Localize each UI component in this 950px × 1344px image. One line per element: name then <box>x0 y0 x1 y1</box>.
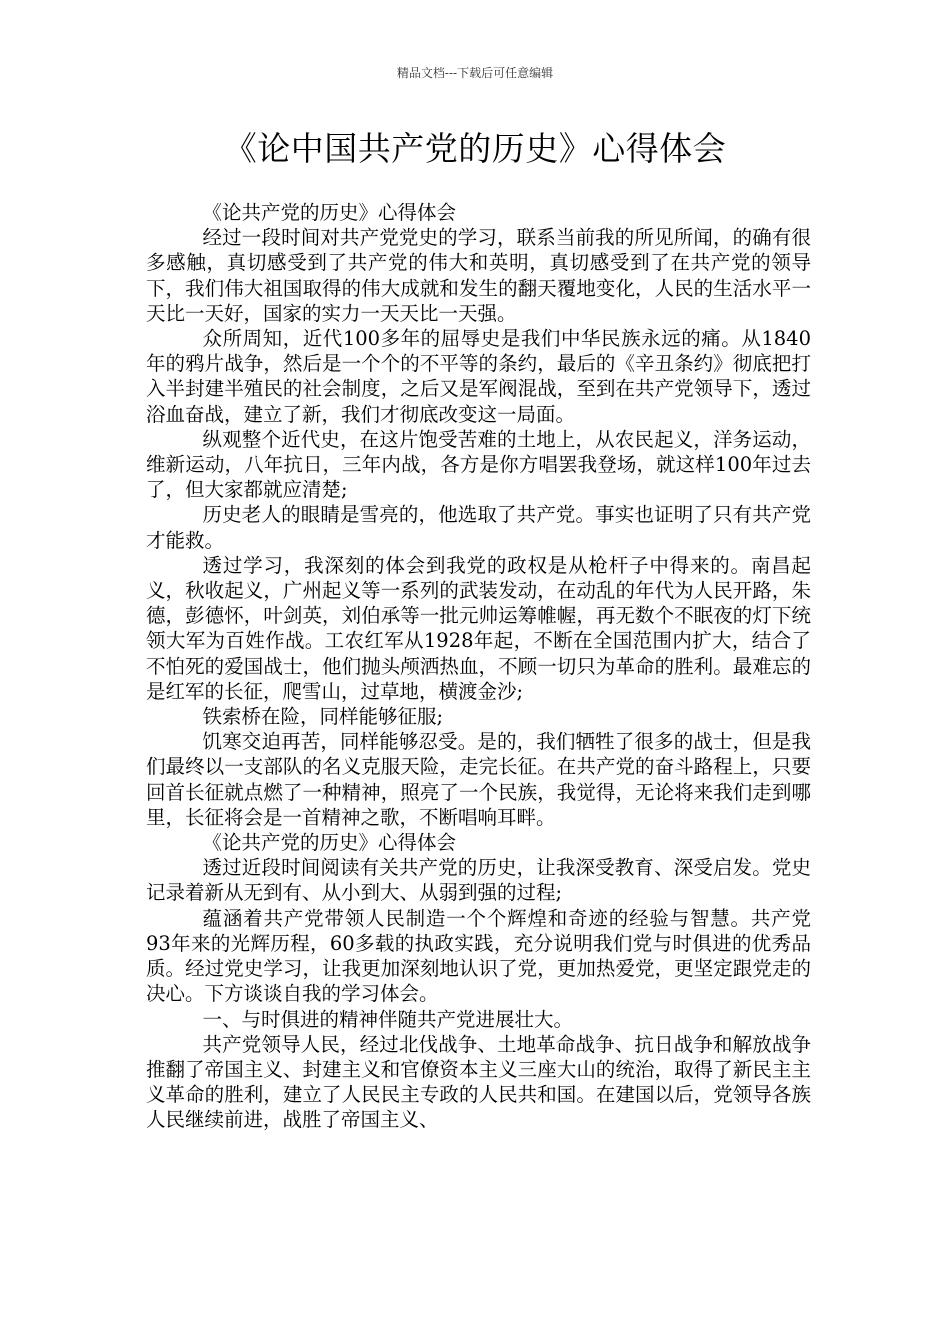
paragraph: 纵观整个近代史，在这片饱受苦难的土地上，从农民起义，洋务运动，维新运动，八年抗日，三年内战，各方是你方唱罢我登场，就这样100年过去了，但大家都就应清楚; <box>146 427 811 502</box>
paragraph: 蕴涵着共产党带领人民制造一个个辉煌和奇迹的经验与智慧。共产党93年来的光辉历程，60多载的执政实践，充分说明我们党与时俱进的优秀品质。经过党史学习，让我更加深刻地认识了党，更加热爱党，更坚定跟党走的决心。下方谈谈自我的学习体会。 <box>146 906 811 1006</box>
paragraph: 历史老人的眼睛是雪亮的，他选取了共产党。事实也证明了只有共产党才能救。 <box>146 503 811 552</box>
paragraph: 众所周知，近代100多年的屈辱史是我们中华民族永远的痛。从1840年的鸦片战争，然后是一个个的不平等的条约，最后的《辛丑条约》彻底把打入半封建半殖民的社会制度，之后又是军阀混战，至到在共产党领导下，透过浴血奋战，建立了新，我们才彻底改变这一局面。 <box>146 327 811 426</box>
paragraph: 透过学习，我深刻的体会到我党的政权是从枪杆子中得来的。南昌起义，秋收起义，广州起义等一系列的武装发动，在动乱的年代为人民开路，朱德，彭德怀，叶剑英，刘伯承等一批元帅运筹帷幄，再无数个不眠夜的灯下统领大军为百姓作战。工农红军从1928年起，不断在全国范围内扩大，结合了不怕死的爱国战士，他们抛头颅洒热血，不顾一切只为革命的胜利。最难忘的是红军的长征，爬雪山，过草地，横渡金沙; <box>146 553 811 703</box>
paragraph: 《论共产党的历史》心得体会 <box>202 831 457 855</box>
paragraph: 经过一段时间对共产党党史的学习，联系当前我的所见所闻，的确有很多感触，真切感受到了共产党的伟大和英明，真切感受到了在共产党的领导下，我们伟大祖国取得的伟大成就和发生的翻天覆地变化，人民的生活水平一天比一天好，国家的实力一天天比一天强。 <box>146 226 811 325</box>
paragraph: 透过近段时间阅读有关共产党的历史，让我深受教育、深受启发。党史记录着新从无到有、从小到大、从弱到强的过程; <box>146 856 811 905</box>
paragraph: 铁索桥在险，同样能够征服; <box>202 705 444 729</box>
paragraph: 共产党领导人民，经过北伐战争、土地革命战争、抗日战争和解放战争推翻了帝国主义、封建主义和官僚资本主义三座大山的统治，取得了新民主主义革命的胜利，建立了人民民主专政的人民共和国。在建国以后，党领导各族人民继续前进，战胜了帝国主义、 <box>146 1032 811 1132</box>
paragraph: 饥寒交迫再苦，同样能够忍受。是的，我们牺牲了很多的战士，但是我们最终以一支部队的名义克服天险，走完长征。在共产党的奋斗路程上，只要回首长征就点燃了一种精神，照亮了一个民族，我觉得，无论将来我们走到哪里，长征将会是一首精神之歌，不断唱响耳畔。 <box>146 730 811 829</box>
page-header: 精品文档---下载后可任意编辑 <box>396 66 554 80</box>
paragraph: 《论共产党的历史》心得体会 <box>202 201 457 224</box>
paragraph: 一、与时俱进的精神伴随共产党进展壮大。 <box>202 1007 574 1031</box>
document-title: 《论中国共产党的历史》心得体会 <box>223 129 727 168</box>
document-body <box>146 200 811 1133</box>
